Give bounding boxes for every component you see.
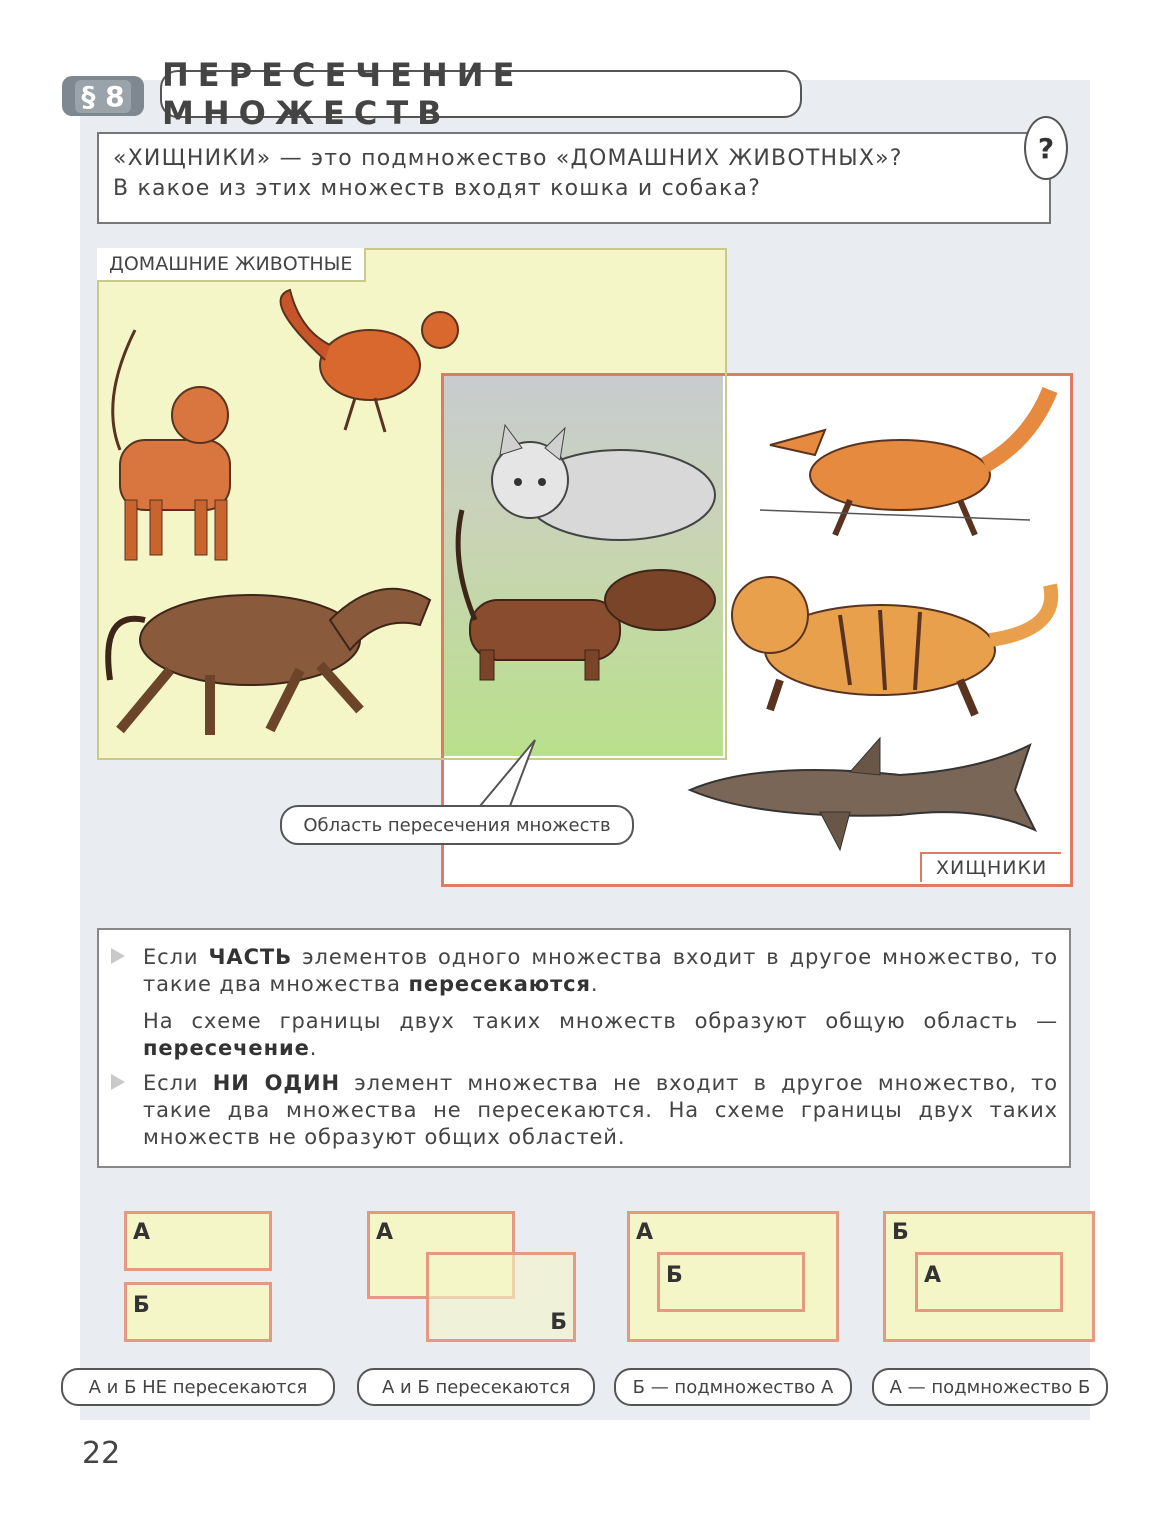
- cow-illustration: [113, 330, 230, 560]
- diagram4-set-b: Б: [883, 1211, 1095, 1342]
- caption-intersect: А и Б пересекаются: [357, 1368, 595, 1406]
- cat-illustration: [492, 425, 715, 540]
- bullet-icon: [111, 948, 125, 964]
- caption-a-subset-b: А — подмножество Б: [872, 1368, 1108, 1406]
- question-line-1: «ХИЩНИКИ» — это подмножество «ДОМАШНИХ ЖИВОТНЫХ»?: [113, 146, 903, 171]
- rule-intersection-scheme: На схеме границы двух таких множеств образуют общую область — пересечение.: [143, 1009, 1058, 1060]
- diagram2-set-b: Б: [426, 1252, 576, 1342]
- fox-illustration: [760, 390, 1050, 535]
- rule-no-intersect: Если НИ ОДИН элемент множества не входит в другое множество, то такие два множества не пересекаются. На схеме границы двух таких множеств не образуют общих областей.: [143, 1071, 1059, 1149]
- callout-pointer: [480, 740, 535, 806]
- question-mark-icon: ?: [1024, 116, 1068, 180]
- rule-intersect: Если ЧАСТЬ элементов одного множества входит в другое множество, то такие два множества пересекаются.: [143, 945, 1059, 996]
- horse-illustration: [108, 589, 430, 735]
- diagram2-set-a: А: [367, 1211, 515, 1299]
- diagram1-set-a: А: [124, 1211, 272, 1271]
- rooster-illustration: [281, 290, 458, 432]
- diagram4-set-a: А: [915, 1252, 1063, 1312]
- intersection-callout: Область пересечения множеств: [280, 805, 634, 845]
- tiger-illustration: [732, 577, 1051, 715]
- page-number: 22: [82, 1436, 121, 1471]
- question-line-2: В какое из этих множеств входят кошка и собака?: [113, 176, 762, 201]
- rules-box: [97, 928, 1071, 1168]
- caption-not-intersect: А и Б НЕ пересекаются: [61, 1368, 335, 1406]
- domestic-animals-label: ДОМАШНИЕ ЖИВОТНЫЕ: [97, 248, 366, 282]
- diagram3-set-a: А: [627, 1211, 839, 1342]
- bullet-icon: [111, 1074, 125, 1090]
- diagram3-set-b: Б: [657, 1252, 805, 1312]
- page-title: ПЕРЕСЕЧЕНИЕ МНОЖЕСТВ: [160, 70, 802, 118]
- predators-label: ХИЩНИКИ: [920, 852, 1061, 882]
- shark-illustration: [690, 738, 1035, 850]
- section-number: § 8: [75, 80, 130, 113]
- diagram1-set-b: Б: [124, 1282, 272, 1342]
- caption-b-subset-a: Б — подмножество А: [614, 1368, 852, 1406]
